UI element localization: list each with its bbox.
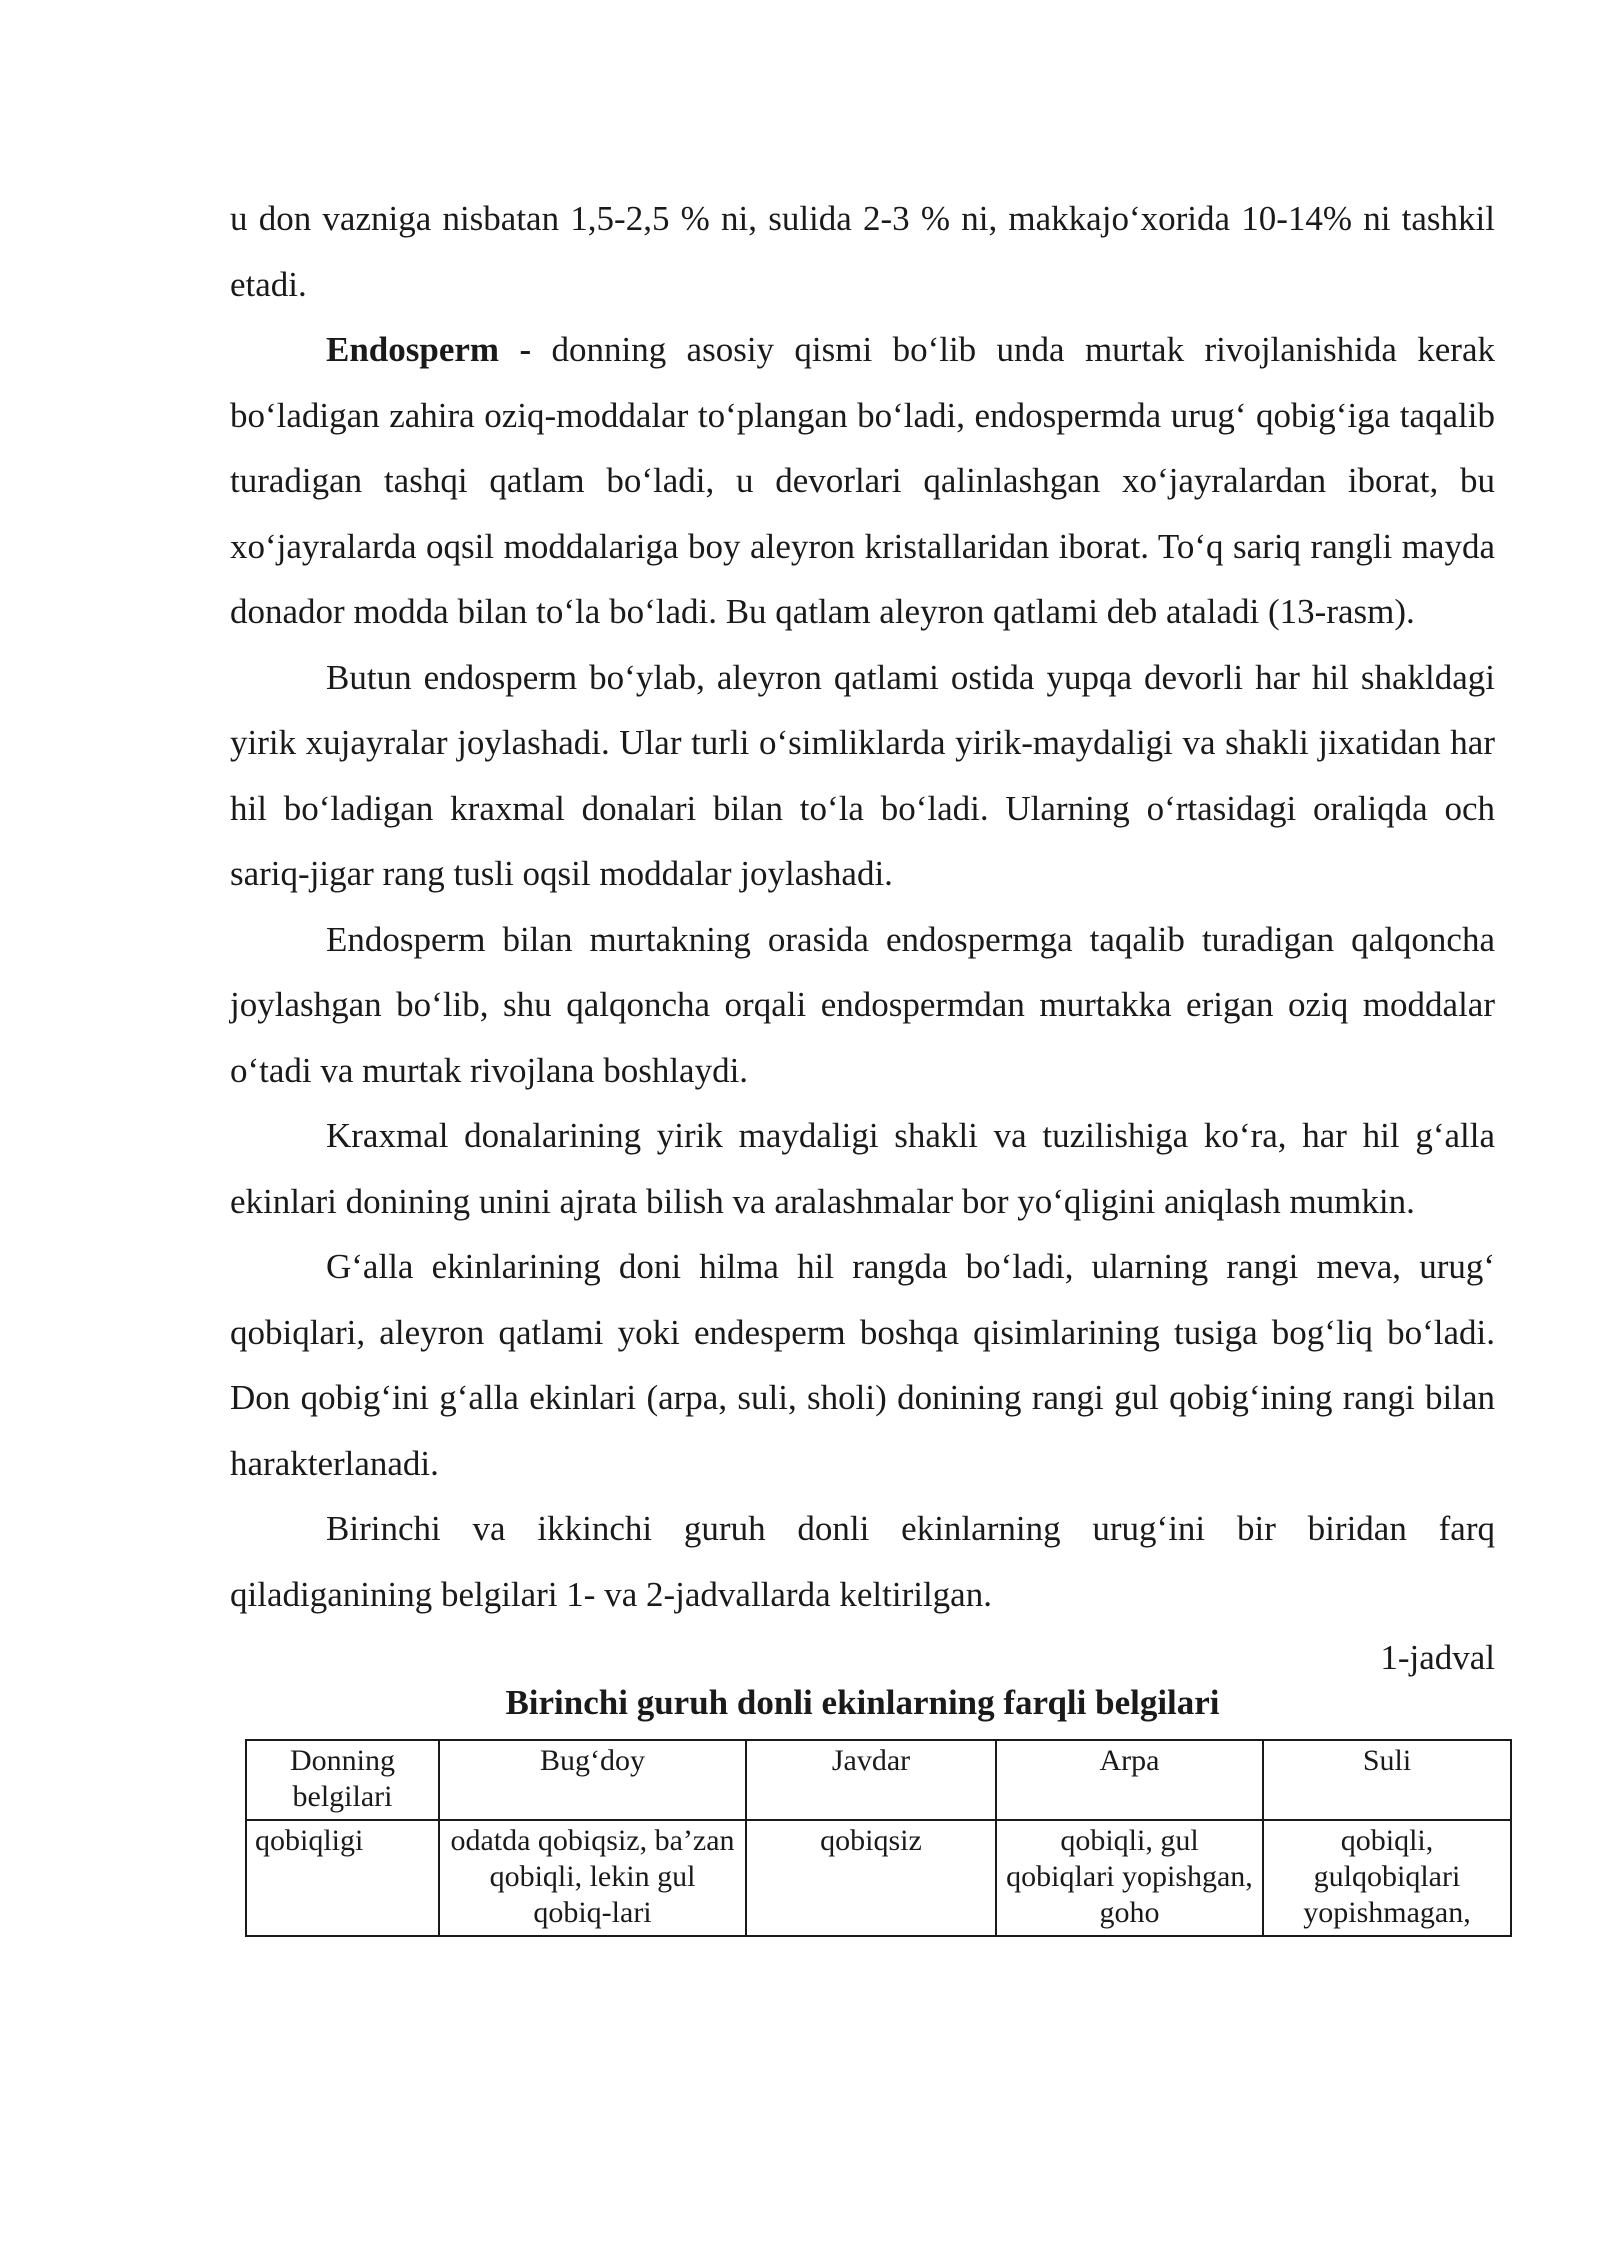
table-number-label: 1-jadval bbox=[1380, 1638, 1495, 1677]
grain-features-table bbox=[245, 1739, 1512, 1937]
table-header-row bbox=[246, 1740, 1511, 1820]
paragraph-starch-grains: Kraxmal donalarining yirik maydaligi shakli va tuzilishiga ko‘ra, har hil g‘alla ekinlari donining unini ajrata bilish va aralashmalar bor yo‘qligini aniqlash mumkin. bbox=[230, 1116, 1495, 1221]
header-cell: Javdar bbox=[746, 1740, 996, 1820]
table-row bbox=[246, 1820, 1511, 1936]
table-cell: qobiqli, gulqobiqlari yopishmagan, bbox=[1263, 1820, 1511, 1936]
paragraph-endosperm bbox=[230, 317, 1495, 645]
endosperm-definition: donning asosiy qismi bo‘lib unda murtak rivojlanishida kerak bo‘ladigan zahira oziq-moddalar to‘plangan bo‘ladi, endospermda urug‘ qobig‘iga taqalib turadigan tashqi qatlam bo‘ladi, u devorlari qalinlashgan xo‘jayralardan iborat, bu xo‘jayralarda oqsil moddalariga boy aleyron kristallaridan iborat. To‘q sariq rangli mayda donador modda bilan to‘la bo‘ladi. Bu qatlam aleyron qatlami deb ataladi (13-rasm). bbox=[230, 330, 1495, 631]
header-cell: Donning belgilari bbox=[246, 1740, 439, 1820]
paragraph-endosperm-cells: Butun endosperm bo‘ylab, aleyron qatlami ostida yupqa devorli har hil shakldagi yirik xujayralar joylashadi. Ular turli o‘simliklarda yirik-maydaligi va shakli jixatidan har hil bo‘ladigan kraxmal donalari bilan to‘la bo‘ladi. Ularning o‘rtasidagi oraliqda och sariq-jigar rang tusli oqsil moddalar joylashadi. bbox=[230, 657, 1495, 893]
table-cell: odatda qobiqsiz, ba’zan qobiqli, lekin gul qobiq-lari bbox=[439, 1820, 746, 1936]
table-cell: qobiqli, gul qobiqlari yopishgan, goho bbox=[996, 1820, 1263, 1936]
paragraph-grain-percentages: u don vazniga nisbatan 1,5-2,5 % ni, sulida 2-3 % ni, makkajo‘xorida 10-14% ni tashkil etadi. bbox=[230, 199, 1495, 304]
table-cell: qobiqsiz bbox=[746, 1820, 996, 1936]
paragraph-grain-color: G‘alla ekinlarining doni hilma hil rangda bo‘ladi, ularning rangi meva, urug‘ qobiqlari, aleyron qatlami yoki endesperm boshqa qisimlarining tusiga bog‘liq bo‘ladi. Don qobig‘ini g‘alla ekinlari (arpa, suli, sholi) donining rangi gul qobig‘ining rangi bilan harakterlanadi. bbox=[230, 1247, 1495, 1483]
header-cell: Arpa bbox=[996, 1740, 1263, 1820]
table-cell: qobiqligi bbox=[246, 1820, 439, 1936]
paragraph-table-reference: Birinchi va ikkinchi guruh donli ekinlarning urug‘ini bir biridan farq qiladiganining belgilari 1- va 2-jadvallarda keltirilgan. bbox=[230, 1509, 1495, 1614]
paragraph-scutellum: Endosperm bilan murtakning orasida endospermga taqalib turadigan qalqoncha joylashgan bo‘lib, shu qalqoncha orqali endospermdan murtakka erigan oziq moddalar o‘tadi va murtak rivojlana boshlaydi. bbox=[230, 919, 1495, 1090]
document-page bbox=[230, 186, 1495, 1937]
table-title: Birinchi guruh donli ekinlarning farqli belgilari bbox=[505, 1683, 1220, 1722]
header-cell: Bug‘doy bbox=[439, 1740, 746, 1820]
header-cell: Suli bbox=[1263, 1740, 1511, 1820]
endosperm-term: Endosperm - bbox=[326, 330, 532, 369]
